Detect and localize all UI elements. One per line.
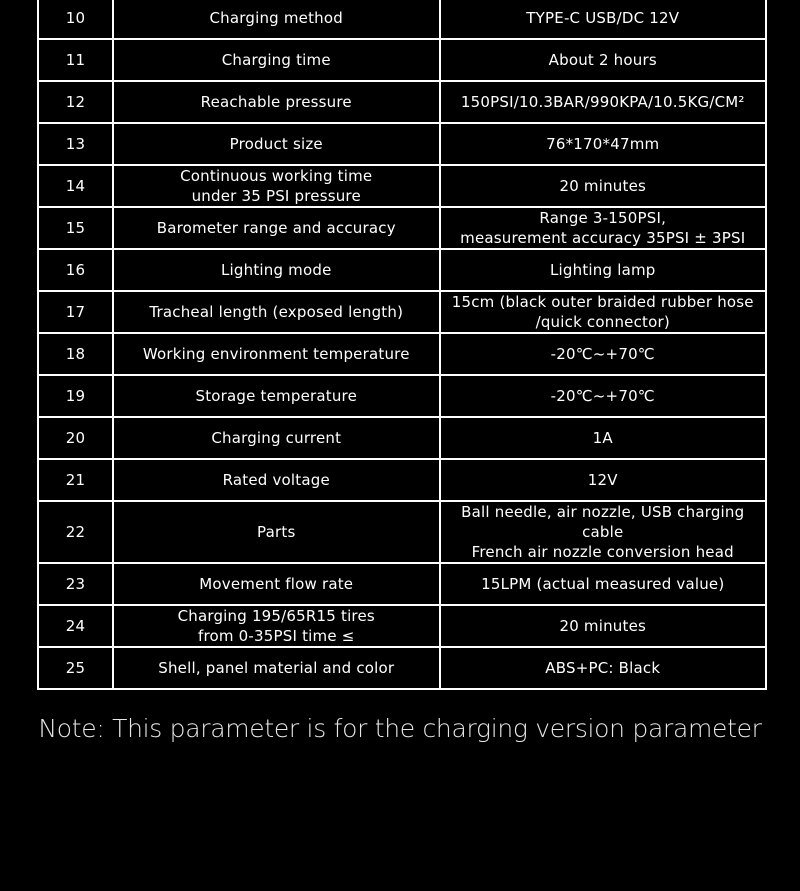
parameter-name: Barometer range and accuracy (113, 207, 439, 249)
parameter-name: Charging current (113, 417, 439, 459)
parameter-name: Movement flow rate (113, 563, 439, 605)
table-row (38, 501, 766, 563)
parameter-name: Working environment temperature (113, 333, 439, 375)
parameter-name: Lighting mode (113, 249, 439, 291)
parameter-value: Lighting lamp (440, 249, 767, 291)
table-row (38, 375, 766, 417)
table-row (38, 417, 766, 459)
table-row (38, 249, 766, 291)
row-number: 12 (38, 81, 113, 123)
row-number: 25 (38, 647, 113, 689)
note-text: Note: This parameter is for the charging version parameter (38, 714, 762, 743)
parameter-name: Reachable pressure (113, 81, 439, 123)
row-number: 19 (38, 375, 113, 417)
row-number: 10 (38, 0, 113, 39)
spec-table-body (38, 0, 766, 689)
parameter-name: Continuous working time under 35 PSI pressure (113, 165, 439, 207)
parameter-name: Charging time (113, 39, 439, 81)
parameter-value: About 2 hours (440, 39, 767, 81)
row-number: 18 (38, 333, 113, 375)
spec-table (37, 0, 767, 690)
parameter-value: 15cm (black outer braided rubber hose /quick connector) (440, 291, 767, 333)
parameter-value: 150PSI/10.3BAR/990KPA/10.5KG/CM² (440, 81, 767, 123)
table-row (38, 333, 766, 375)
table-row (38, 563, 766, 605)
row-number: 11 (38, 39, 113, 81)
row-number: 15 (38, 207, 113, 249)
row-number: 20 (38, 417, 113, 459)
parameter-name: Tracheal length (exposed length) (113, 291, 439, 333)
row-number: 13 (38, 123, 113, 165)
parameter-value: 76*170*47mm (440, 123, 767, 165)
parameter-name: Charging method (113, 0, 439, 39)
table-row (38, 291, 766, 333)
parameter-value: 20 minutes (440, 165, 767, 207)
table-row (38, 647, 766, 689)
table-row (38, 123, 766, 165)
parameter-name: Shell, panel material and color (113, 647, 439, 689)
row-number: 22 (38, 501, 113, 563)
parameter-value: 15LPM (actual measured value) (440, 563, 767, 605)
row-number: 16 (38, 249, 113, 291)
table-row (38, 165, 766, 207)
row-number: 17 (38, 291, 113, 333)
table-row (38, 207, 766, 249)
row-number: 21 (38, 459, 113, 501)
parameter-value: Range 3-150PSI, measurement accuracy 35PSI ± 3PSI (440, 207, 767, 249)
parameter-value: Ball needle, air nozzle, USB charging cable French air nozzle conversion head (440, 501, 767, 563)
parameter-value: 1A (440, 417, 767, 459)
parameter-name: Product size (113, 123, 439, 165)
parameter-value: -20℃~+70℃ (440, 333, 767, 375)
parameter-value: TYPE-C USB/DC 12V (440, 0, 767, 39)
table-row (38, 81, 766, 123)
row-number: 23 (38, 563, 113, 605)
parameter-value: ABS+PC: Black (440, 647, 767, 689)
parameter-value: 12V (440, 459, 767, 501)
parameter-name: Rated voltage (113, 459, 439, 501)
parameter-name: Charging 195/65R15 tires from 0-35PSI time ≤ (113, 605, 439, 647)
table-row (38, 0, 766, 39)
row-number: 14 (38, 165, 113, 207)
table-row (38, 459, 766, 501)
table-row (38, 39, 766, 81)
row-number: 24 (38, 605, 113, 647)
parameter-name: Storage temperature (113, 375, 439, 417)
table-row (38, 605, 766, 647)
parameter-value: 20 minutes (440, 605, 767, 647)
parameter-value: -20℃~+70℃ (440, 375, 767, 417)
parameter-name: Parts (113, 501, 439, 563)
